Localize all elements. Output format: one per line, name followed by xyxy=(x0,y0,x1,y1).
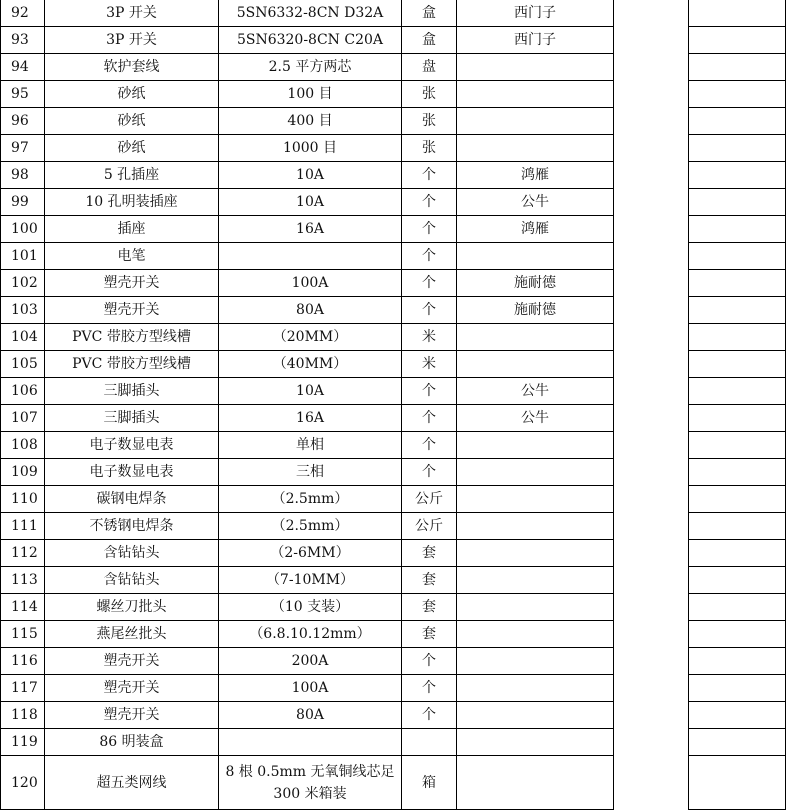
table-row xyxy=(1,216,786,243)
item-spec-cell: 10A xyxy=(219,162,402,189)
row-number-cell: 99 xyxy=(1,189,45,216)
item-unit-cell: 个 xyxy=(402,432,457,459)
item-spec-cell: （40MM） xyxy=(219,351,402,378)
item-spec-cell: 8 根 0.5mm 无氧铜线芯足 300 米箱装 xyxy=(219,756,402,810)
item-spec-cell: （2.5mm） xyxy=(219,513,402,540)
empty-remarks-cell xyxy=(689,351,786,378)
empty-remarks-cell xyxy=(689,513,786,540)
spacer-cell xyxy=(614,540,689,567)
table-row xyxy=(1,81,786,108)
table-row xyxy=(1,189,786,216)
item-name-cell: 燕尾丝批头 xyxy=(45,621,219,648)
item-name-cell: 含钻钻头 xyxy=(45,567,219,594)
item-unit-cell: 盒 xyxy=(402,0,457,27)
item-name-cell: 软护套线 xyxy=(45,54,219,81)
empty-remarks-cell xyxy=(689,54,786,81)
row-number-cell: 118 xyxy=(1,702,45,729)
item-unit-cell: 米 xyxy=(402,324,457,351)
item-name-cell: 三脚插头 xyxy=(45,405,219,432)
table-row xyxy=(1,756,786,810)
item-brand-cell: 施耐德 xyxy=(457,270,614,297)
table-row xyxy=(1,405,786,432)
item-name-cell: 超五类网线 xyxy=(45,756,219,810)
spacer-cell xyxy=(614,297,689,324)
item-unit-cell: 个 xyxy=(402,189,457,216)
item-spec-cell: 5SN6332-8CN D32A xyxy=(219,0,402,27)
item-brand-cell xyxy=(457,432,614,459)
spacer-cell xyxy=(614,567,689,594)
empty-remarks-cell xyxy=(689,621,786,648)
item-brand-cell xyxy=(457,324,614,351)
table-row xyxy=(1,243,786,270)
spacer-cell xyxy=(614,459,689,486)
row-number-cell: 105 xyxy=(1,351,45,378)
item-name-cell: 86 明装盒 xyxy=(45,729,219,756)
item-spec-cell: （10 支装） xyxy=(219,594,402,621)
item-brand-cell: 公牛 xyxy=(457,189,614,216)
spacer-cell xyxy=(614,405,689,432)
item-unit-cell: 张 xyxy=(402,135,457,162)
row-number-cell: 103 xyxy=(1,297,45,324)
item-spec-cell: 10A xyxy=(219,189,402,216)
table-row xyxy=(1,54,786,81)
item-unit-cell: 盒 xyxy=(402,27,457,54)
item-spec-cell: 80A xyxy=(219,297,402,324)
item-unit-cell: 个 xyxy=(402,675,457,702)
item-unit-cell: 个 xyxy=(402,378,457,405)
row-number-cell: 104 xyxy=(1,324,45,351)
table-row xyxy=(1,675,786,702)
item-name-cell: 塑壳开关 xyxy=(45,702,219,729)
spacer-cell xyxy=(614,243,689,270)
spacer-cell xyxy=(614,54,689,81)
item-brand-cell xyxy=(457,675,614,702)
table-row xyxy=(1,297,786,324)
item-unit-cell: 张 xyxy=(402,108,457,135)
empty-remarks-cell xyxy=(689,459,786,486)
spacer-cell xyxy=(614,216,689,243)
spacer-cell xyxy=(614,27,689,54)
table-row xyxy=(1,135,786,162)
row-number-cell: 111 xyxy=(1,513,45,540)
table-row xyxy=(1,459,786,486)
item-unit-cell: 公斤 xyxy=(402,486,457,513)
empty-remarks-cell xyxy=(689,243,786,270)
item-spec-cell: （20MM） xyxy=(219,324,402,351)
item-name-cell: 3P 开关 xyxy=(45,27,219,54)
item-unit-cell: 个 xyxy=(402,297,457,324)
item-unit-cell xyxy=(402,729,457,756)
spacer-cell xyxy=(614,135,689,162)
item-name-cell: 不锈钢电焊条 xyxy=(45,513,219,540)
item-unit-cell: 公斤 xyxy=(402,513,457,540)
item-unit-cell: 张 xyxy=(402,81,457,108)
table-row xyxy=(1,621,786,648)
spacer-cell xyxy=(614,702,689,729)
row-number-cell: 110 xyxy=(1,486,45,513)
item-name-cell: 电子数显电表 xyxy=(45,432,219,459)
row-number-cell: 115 xyxy=(1,621,45,648)
item-spec-cell: 三相 xyxy=(219,459,402,486)
item-brand-cell xyxy=(457,108,614,135)
item-spec-cell: 5SN6320-8CN C20A xyxy=(219,27,402,54)
table-row xyxy=(1,432,786,459)
spacer-cell xyxy=(614,270,689,297)
row-number-cell: 113 xyxy=(1,567,45,594)
table-row xyxy=(1,567,786,594)
spacer-cell xyxy=(614,108,689,135)
item-brand-cell xyxy=(457,513,614,540)
item-name-cell: 5 孔插座 xyxy=(45,162,219,189)
row-number-cell: 120 xyxy=(1,756,45,810)
spacer-cell xyxy=(614,81,689,108)
item-name-cell: 塑壳开关 xyxy=(45,648,219,675)
item-name-cell: 砂纸 xyxy=(45,81,219,108)
item-brand-cell xyxy=(457,135,614,162)
item-spec-cell: （2-6MM） xyxy=(219,540,402,567)
spacer-cell xyxy=(614,189,689,216)
table-row xyxy=(1,378,786,405)
item-unit-cell: 个 xyxy=(402,702,457,729)
item-spec-cell: 100 目 xyxy=(219,81,402,108)
spacer-cell xyxy=(614,621,689,648)
item-spec-cell: 100A xyxy=(219,675,402,702)
item-name-cell: 砂纸 xyxy=(45,135,219,162)
row-number-cell: 94 xyxy=(1,54,45,81)
table-row xyxy=(1,729,786,756)
table-row xyxy=(1,648,786,675)
item-brand-cell: 公牛 xyxy=(457,405,614,432)
item-spec-cell: 10A xyxy=(219,378,402,405)
item-brand-cell xyxy=(457,756,614,810)
item-name-cell: 插座 xyxy=(45,216,219,243)
empty-remarks-cell xyxy=(689,405,786,432)
table-row xyxy=(1,270,786,297)
item-brand-cell xyxy=(457,567,614,594)
empty-remarks-cell xyxy=(689,756,786,810)
row-number-cell: 112 xyxy=(1,540,45,567)
item-unit-cell: 套 xyxy=(402,621,457,648)
item-unit-cell: 个 xyxy=(402,648,457,675)
spacer-cell xyxy=(614,162,689,189)
item-brand-cell: 鸿雁 xyxy=(457,216,614,243)
item-brand-cell xyxy=(457,81,614,108)
row-number-cell: 116 xyxy=(1,648,45,675)
spacer-cell xyxy=(614,324,689,351)
table-row xyxy=(1,27,786,54)
item-spec-cell: 200A xyxy=(219,648,402,675)
item-brand-cell xyxy=(457,702,614,729)
item-brand-cell xyxy=(457,621,614,648)
table-row xyxy=(1,324,786,351)
item-unit-cell: 个 xyxy=(402,162,457,189)
item-unit-cell: 箱 xyxy=(402,756,457,810)
item-name-cell: 螺丝刀批头 xyxy=(45,594,219,621)
item-brand-cell xyxy=(457,351,614,378)
row-number-cell: 114 xyxy=(1,594,45,621)
spacer-cell xyxy=(614,486,689,513)
empty-remarks-cell xyxy=(689,81,786,108)
item-brand-cell: 西门子 xyxy=(457,27,614,54)
item-brand-cell xyxy=(457,486,614,513)
item-spec-cell: （7-10MM） xyxy=(219,567,402,594)
item-name-cell: 碳钢电焊条 xyxy=(45,486,219,513)
item-name-cell: 塑壳开关 xyxy=(45,675,219,702)
item-unit-cell: 个 xyxy=(402,216,457,243)
empty-remarks-cell xyxy=(689,162,786,189)
item-unit-cell: 盘 xyxy=(402,54,457,81)
item-spec-cell: 80A xyxy=(219,702,402,729)
item-name-cell: 塑壳开关 xyxy=(45,270,219,297)
item-name-cell: PVC 带胶方型线槽 xyxy=(45,324,219,351)
table-row xyxy=(1,513,786,540)
row-number-cell: 108 xyxy=(1,432,45,459)
item-name-cell: 砂纸 xyxy=(45,108,219,135)
spacer-cell xyxy=(614,432,689,459)
item-name-cell: 3P 开关 xyxy=(45,0,219,27)
item-unit-cell: 个 xyxy=(402,243,457,270)
item-unit-cell: 套 xyxy=(402,594,457,621)
table-row xyxy=(1,162,786,189)
item-spec-cell: 1000 目 xyxy=(219,135,402,162)
row-number-cell: 97 xyxy=(1,135,45,162)
item-unit-cell: 米 xyxy=(402,351,457,378)
row-number-cell: 102 xyxy=(1,270,45,297)
item-brand-cell xyxy=(457,648,614,675)
table-row xyxy=(1,108,786,135)
item-name-cell: 电子数显电表 xyxy=(45,459,219,486)
spacer-cell xyxy=(614,513,689,540)
empty-remarks-cell xyxy=(689,648,786,675)
item-name-cell: 电笔 xyxy=(45,243,219,270)
item-spec-cell: 16A xyxy=(219,216,402,243)
item-brand-cell: 西门子 xyxy=(457,0,614,27)
spacer-cell xyxy=(614,675,689,702)
item-spec-cell: 2.5 平方两芯 xyxy=(219,54,402,81)
item-unit-cell: 个 xyxy=(402,405,457,432)
item-spec-cell: 100A xyxy=(219,270,402,297)
row-number-cell: 95 xyxy=(1,81,45,108)
item-brand-cell: 施耐德 xyxy=(457,297,614,324)
item-brand-cell xyxy=(457,243,614,270)
item-brand-cell: 鸿雁 xyxy=(457,162,614,189)
item-spec-cell: （2.5mm） xyxy=(219,486,402,513)
item-spec-cell: 单相 xyxy=(219,432,402,459)
spacer-cell xyxy=(614,378,689,405)
row-number-cell: 98 xyxy=(1,162,45,189)
empty-remarks-cell xyxy=(689,486,786,513)
row-number-cell: 96 xyxy=(1,108,45,135)
item-name-cell: 三脚插头 xyxy=(45,378,219,405)
item-unit-cell: 个 xyxy=(402,459,457,486)
empty-remarks-cell xyxy=(689,675,786,702)
spacer-cell xyxy=(614,594,689,621)
table-row xyxy=(1,540,786,567)
table-row xyxy=(1,351,786,378)
empty-remarks-cell xyxy=(689,135,786,162)
table-row xyxy=(1,486,786,513)
item-name-cell: 10 孔明装插座 xyxy=(45,189,219,216)
row-number-cell: 101 xyxy=(1,243,45,270)
item-spec-cell: 400 目 xyxy=(219,108,402,135)
item-unit-cell: 个 xyxy=(402,270,457,297)
item-spec-cell: （6.8.10.12mm） xyxy=(219,621,402,648)
empty-remarks-cell xyxy=(689,432,786,459)
empty-remarks-cell xyxy=(689,324,786,351)
row-number-cell: 106 xyxy=(1,378,45,405)
item-unit-cell: 套 xyxy=(402,567,457,594)
empty-remarks-cell xyxy=(689,594,786,621)
row-number-cell: 100 xyxy=(1,216,45,243)
empty-remarks-cell xyxy=(689,729,786,756)
empty-remarks-cell xyxy=(689,108,786,135)
empty-remarks-cell xyxy=(689,378,786,405)
spacer-cell xyxy=(614,351,689,378)
empty-remarks-cell xyxy=(689,270,786,297)
spacer-cell xyxy=(614,0,689,27)
empty-remarks-cell xyxy=(689,702,786,729)
empty-remarks-cell xyxy=(689,0,786,27)
row-number-cell: 107 xyxy=(1,405,45,432)
empty-remarks-cell xyxy=(689,216,786,243)
empty-remarks-cell xyxy=(689,27,786,54)
item-spec-cell: 16A xyxy=(219,405,402,432)
table-row xyxy=(1,702,786,729)
item-brand-cell: 公牛 xyxy=(457,378,614,405)
item-brand-cell xyxy=(457,729,614,756)
row-number-cell: 93 xyxy=(1,27,45,54)
row-number-cell: 109 xyxy=(1,459,45,486)
spacer-cell xyxy=(614,729,689,756)
materials-table-body xyxy=(1,0,786,810)
row-number-cell: 117 xyxy=(1,675,45,702)
item-name-cell: 塑壳开关 xyxy=(45,297,219,324)
empty-remarks-cell xyxy=(689,189,786,216)
row-number-cell: 119 xyxy=(1,729,45,756)
item-brand-cell xyxy=(457,459,614,486)
empty-remarks-cell xyxy=(689,567,786,594)
table-row xyxy=(1,594,786,621)
item-unit-cell: 套 xyxy=(402,540,457,567)
spacer-cell xyxy=(614,648,689,675)
item-name-cell: PVC 带胶方型线槽 xyxy=(45,351,219,378)
item-brand-cell xyxy=(457,540,614,567)
item-brand-cell xyxy=(457,54,614,81)
item-name-cell: 含钻钻头 xyxy=(45,540,219,567)
item-spec-cell xyxy=(219,243,402,270)
spacer-cell xyxy=(614,756,689,810)
table-row xyxy=(1,0,786,27)
empty-remarks-cell xyxy=(689,540,786,567)
empty-remarks-cell xyxy=(689,297,786,324)
row-number-cell: 92 xyxy=(1,0,45,27)
item-spec-cell xyxy=(219,729,402,756)
item-brand-cell xyxy=(457,594,614,621)
